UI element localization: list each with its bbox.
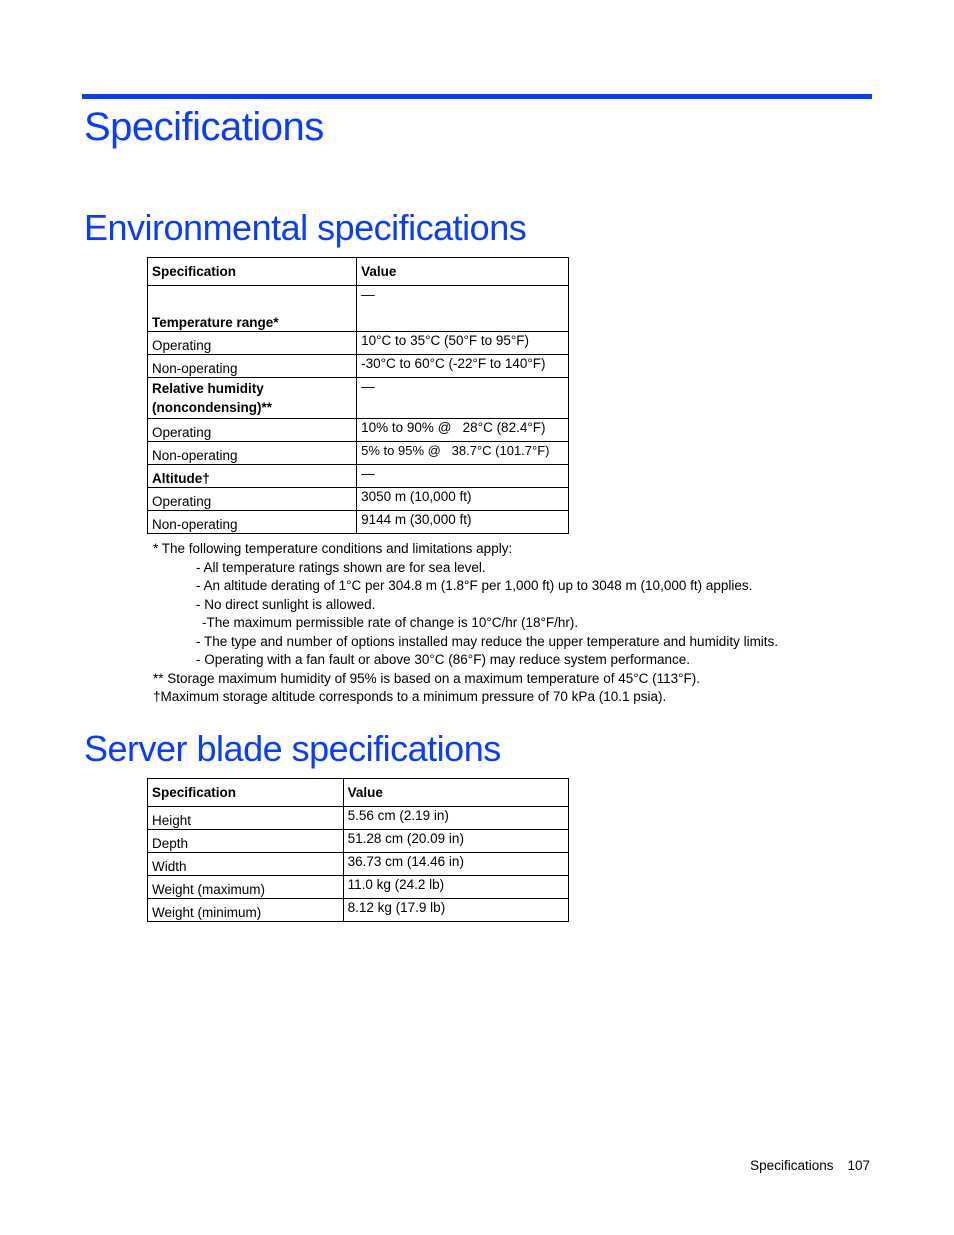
row-value: 10% to 90% @ 28°C (82.4°F) — [357, 419, 569, 442]
footnote-item: - No direct sunlight is allowed. — [196, 596, 376, 612]
footnote-altitude: †Maximum storage altitude corresponds to a minimum pressure of 70 kPa (10.1 psia). — [153, 689, 667, 704]
row-value: 3050 m (10,000 ft) — [357, 488, 569, 511]
table-row — [148, 899, 569, 922]
chapter-rule — [82, 94, 872, 99]
page-number: 107 — [847, 1158, 870, 1173]
page-footer — [750, 1158, 870, 1173]
row-label: Operating — [148, 419, 357, 442]
table-row — [148, 286, 569, 332]
footnote-item: -The maximum permissible rate of change is 10°C/hr (18°F/hr). — [202, 615, 579, 630]
row-label: Depth — [148, 830, 344, 853]
column-header-specification: Specification — [148, 779, 344, 807]
column-header-value: Value — [343, 779, 568, 807]
table-row — [148, 465, 569, 488]
row-value: 11.0 kg (24.2 lb) — [343, 876, 568, 899]
column-header-value: Value — [357, 258, 569, 286]
table-header-row — [148, 258, 569, 286]
table-row — [148, 511, 569, 534]
row-label: Temperature range* — [148, 286, 357, 332]
footnote-item: - An altitude derating of 1°C per 304.8 m (1.8°F per 1,000 ft) up to 3048 m (10,000 ft) applies. — [196, 578, 753, 593]
footnote-item: - The type and number of options installed may reduce the upper temperature and humidity limits. — [196, 633, 779, 649]
row-value: 10°C to 35°C (50°F to 95°F) — [357, 332, 569, 355]
server-blade-heading: Server blade specifications — [84, 728, 501, 769]
table-row — [148, 876, 569, 899]
row-value: 5.56 cm (2.19 in) — [343, 807, 568, 830]
table-row — [148, 830, 569, 853]
footnote-item: - Operating with a fan fault or above 30°C (86°F) may reduce system performance. — [196, 652, 691, 667]
table-row — [148, 853, 569, 876]
row-label: Weight (maximum) — [148, 876, 344, 899]
row-label: Height — [148, 807, 344, 830]
row-value: 5% to 95% @ 38.7°C (101.7°F) — [357, 442, 569, 465]
row-label: Relative humidity (noncondensing)** — [148, 378, 357, 419]
server-blade-table — [147, 778, 569, 922]
row-label: Operating — [148, 488, 357, 511]
row-value: 36.73 cm (14.46 in) — [343, 853, 568, 876]
table-row — [148, 355, 569, 378]
row-label: Non-operating — [148, 442, 357, 465]
footer-section-name: Specifications — [750, 1158, 834, 1173]
column-header-specification: Specification — [148, 258, 357, 286]
table-row — [148, 442, 569, 465]
environmental-heading: Environmental specifications — [84, 207, 527, 248]
row-value: 8.12 kg (17.9 lb) — [343, 899, 568, 922]
table-row — [148, 378, 569, 419]
footnote-item: - All temperature ratings shown are for sea level. — [196, 559, 486, 575]
table-row — [148, 488, 569, 511]
row-label: Non-operating — [148, 511, 357, 534]
row-value: — — [357, 378, 569, 419]
row-value: -30°C to 60°C (-22°F to 140°F) — [357, 355, 569, 378]
row-label: Weight (minimum) — [148, 899, 344, 922]
table-row — [148, 332, 569, 355]
table-row — [148, 419, 569, 442]
table-header-row — [148, 779, 569, 807]
row-label: Non-operating — [148, 355, 357, 378]
row-value: — — [357, 286, 569, 332]
row-value: — — [357, 465, 569, 488]
environmental-footnotes — [153, 540, 873, 707]
row-label: Altitude† — [148, 465, 357, 488]
row-label: Operating — [148, 332, 357, 355]
footnote-temperature: * The following temperature conditions and limitations apply: — [153, 541, 513, 556]
footnote-humidity: ** Storage maximum humidity of 95% is based on a maximum temperature of 45°C (113°F). — [153, 670, 701, 686]
environmental-table — [147, 257, 569, 534]
table-row — [148, 807, 569, 830]
row-value: 51.28 cm (20.09 in) — [343, 830, 568, 853]
chapter-title: Specifications — [84, 105, 324, 149]
row-label: Width — [148, 853, 344, 876]
row-value: 9144 m (30,000 ft) — [357, 511, 569, 534]
